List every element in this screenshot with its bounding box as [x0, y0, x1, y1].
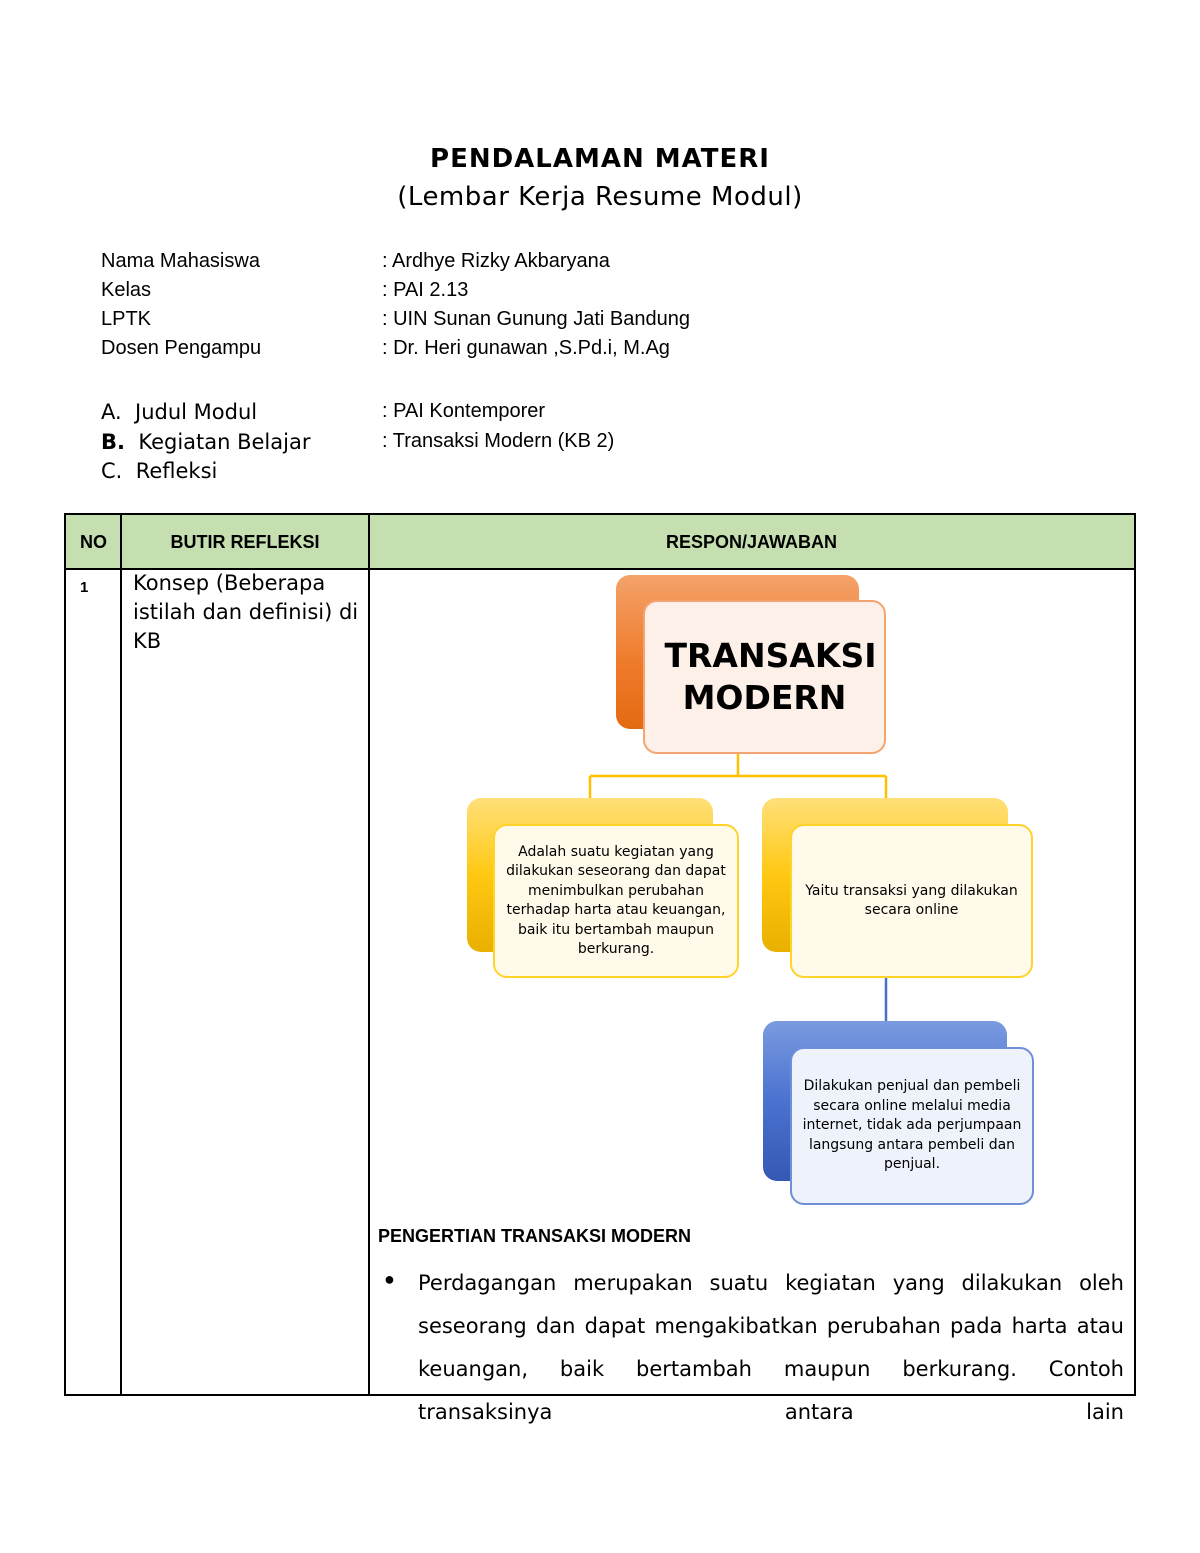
section-title: Refleksi	[135, 459, 218, 483]
section-label	[101, 430, 310, 454]
identity-value: : Dr. Heri gunawan ,S.Pd.i, M.Ag	[382, 337, 670, 359]
identity-value: : UIN Sunan Gunung Jati Bandung	[382, 308, 690, 330]
identity-label: LPTK	[101, 308, 152, 330]
bullet-dot-icon: ●	[384, 1269, 395, 1289]
header-no: NO	[80, 532, 107, 552]
identity-value: : Ardhye Rizky Akbaryana	[382, 250, 610, 272]
identity-label: Dosen Pengampu	[101, 337, 262, 359]
left-node	[493, 824, 739, 978]
page-title: PENDALAMAN MATERI	[430, 144, 770, 174]
identity-label: Kelas	[101, 279, 152, 301]
section-value: : PAI Kontemporer	[382, 400, 546, 422]
section-label	[101, 459, 217, 483]
subheading: PENGERTIAN TRANSAKSI MODERN	[378, 1226, 692, 1246]
column-divider	[120, 515, 122, 1394]
identity-value: : PAI 2.13	[382, 279, 469, 301]
root-node	[643, 600, 886, 754]
left-node-text: Adalah suatu kegiatan yang dilakukan seseorang dan dapat menimbulkan perubahan terhadap harta atau keuangan, baik itu bertambah maupun berkurang.	[506, 843, 726, 957]
column-divider	[368, 515, 370, 1394]
child-node-text: Dilakukan penjual dan pembeli secara online melalui media internet, tidak ada perjumpaan langsung antara pembeli dan penjual.	[802, 1078, 1022, 1173]
child-node	[790, 1047, 1034, 1205]
section-title: Kegiatan Belajar	[138, 430, 311, 454]
section-letter: A.	[101, 400, 122, 424]
header-respon: RESPON/JAWABAN	[665, 532, 838, 552]
right-node-text: Yaitu transaksi yang dilakukan secara online	[805, 882, 1018, 918]
section-letter: C.	[101, 459, 123, 483]
section-title: Judul Modul	[135, 400, 258, 424]
section-letter: B.	[101, 430, 125, 454]
row-number: 1	[80, 579, 89, 596]
bullet-text: Perdagangan merupakan suatu kegiatan yang dilakukan oleh seseorang dan dapat mengakibatkan perubahan pada harta atau keuangan, baik bertambah maupun berkurang. Contoh transaksinya antara lain	[418, 1271, 1124, 1424]
identity-label: Nama Mahasiswa	[101, 250, 260, 272]
table-header	[66, 515, 1134, 569]
right-node	[790, 824, 1033, 978]
row-butir-text: Konsep (Beberapa istilah dan definisi) di KB	[133, 571, 359, 653]
header-butir: BUTIR REFLEKSI	[170, 532, 320, 552]
section-label	[101, 400, 257, 424]
root-node-text: TRANSAKSI MODERN	[664, 636, 877, 717]
section-value: : Transaksi Modern (KB 2)	[382, 430, 615, 452]
page-subtitle: (Lembar Kerja Resume Modul)	[397, 182, 803, 212]
